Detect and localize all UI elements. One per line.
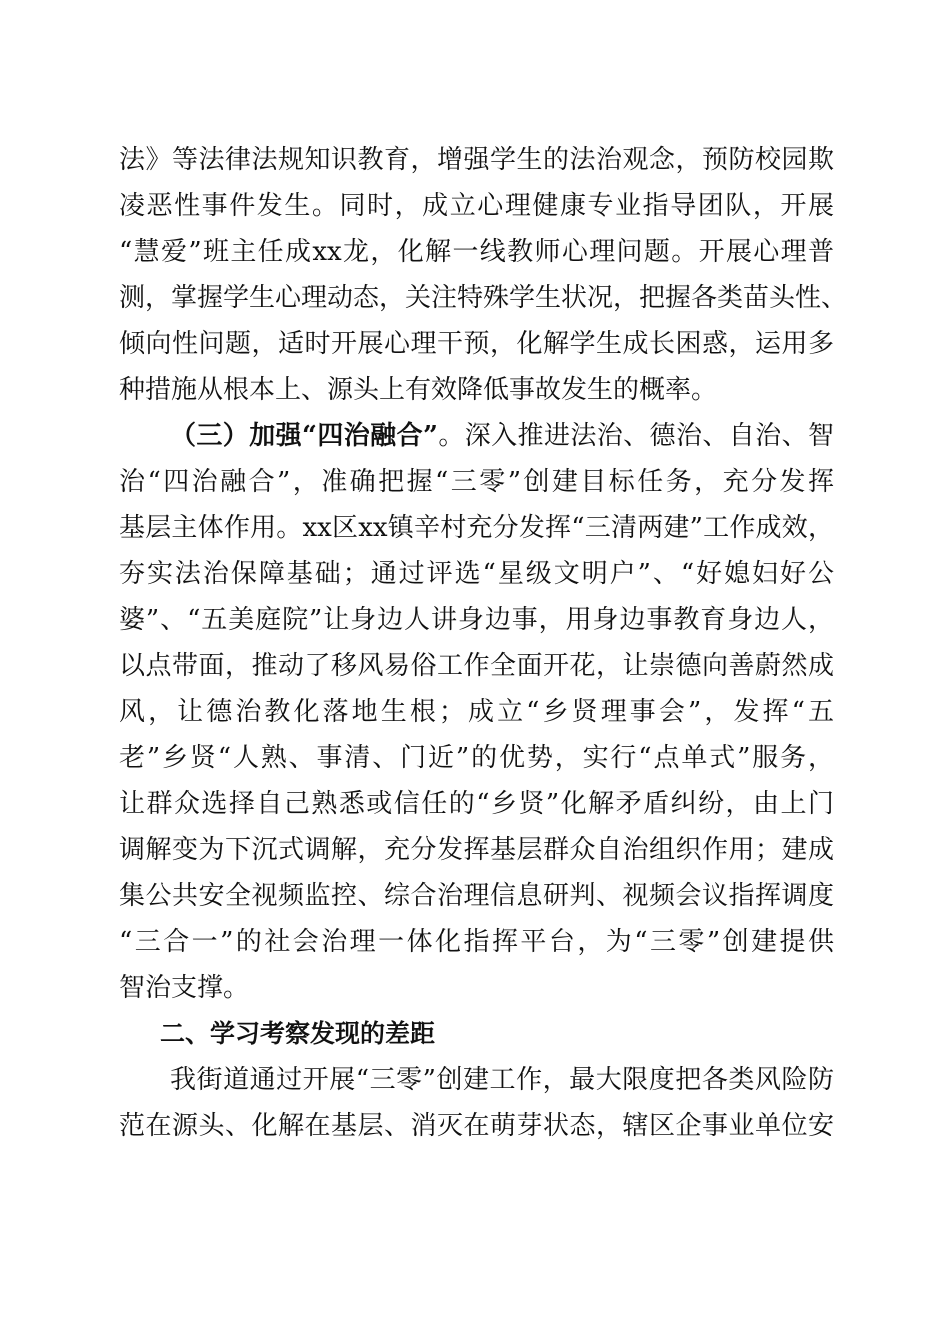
- text-line: 范在源头、化解在基层、消灭在萌芽状态，辖区企事业单位安: [119, 1111, 834, 1141]
- text-line: 基层主体作用。xx区xx镇辛村充分发挥“三清两建”工作成效，: [119, 513, 834, 543]
- text-line: 风，让德治教化落地生根；成立“乡贤理事会”，发挥“五: [119, 697, 834, 727]
- text-line: 测，掌握学生心理动态，关注特殊学生状况，把握各类苗头性、: [119, 283, 848, 313]
- text-line: 以点带面，推动了移风易俗工作全面开花，让崇德向善蔚然成: [119, 651, 834, 681]
- subsection-first-line: [170, 416, 834, 456]
- text-line: 婆”、“五美庭院”让身边人讲身边事，用身边事教育身边人，: [119, 605, 834, 635]
- text-line: 种措施从根本上、源头上有效降低事故发生的概率。: [119, 375, 718, 405]
- text-line: 调解变为下沉式调解，充分发挥基层群众自治组织作用；建成: [119, 835, 834, 865]
- text-line: 凌恶性事件发生。同时，成立心理健康专业指导团队，开展: [119, 191, 834, 221]
- text-line: 倾向性问题，适时开展心理干预，化解学生成长困惑，运用多: [119, 329, 834, 359]
- text-line: 夯实法治保障基础；通过评选“星级文明户”、“好媳妇好公: [119, 559, 834, 589]
- text-line: 治“四治融合”，准确把握“三零”创建目标任务，充分发挥: [119, 467, 834, 497]
- text-line: 集公共安全视频监控、综合治理信息研判、视频会议指挥调度: [119, 881, 834, 911]
- subsection-text: 。深入推进法治、德治、自治、智: [437, 421, 834, 451]
- text-line: “三合一”的社会治理一体化指挥平台，为“三零”创建提供: [119, 927, 834, 957]
- text-line: 我街道通过开展“三零”创建工作，最大限度把各类风险防: [170, 1065, 834, 1095]
- text-line: “慧爱”班主任成xx龙，化解一线教师心理问题。开展心理普: [119, 237, 834, 267]
- text-line: 智治支撑。: [119, 973, 250, 1003]
- subsection-heading: （三）加强“四治融合”: [170, 421, 438, 451]
- text-line: 老”乡贤“人熟、事清、门近”的优势，实行“点单式”服务，: [119, 743, 834, 773]
- text-line: 让群众选择自己熟悉或信任的“乡贤”化解矛盾纠纷，由上门: [119, 789, 834, 819]
- text-line: 法》等法律法规知识教育，增强学生的法治观念，预防校园欺: [119, 145, 834, 175]
- section-heading: 二、学习考察发现的差距: [160, 1019, 436, 1048]
